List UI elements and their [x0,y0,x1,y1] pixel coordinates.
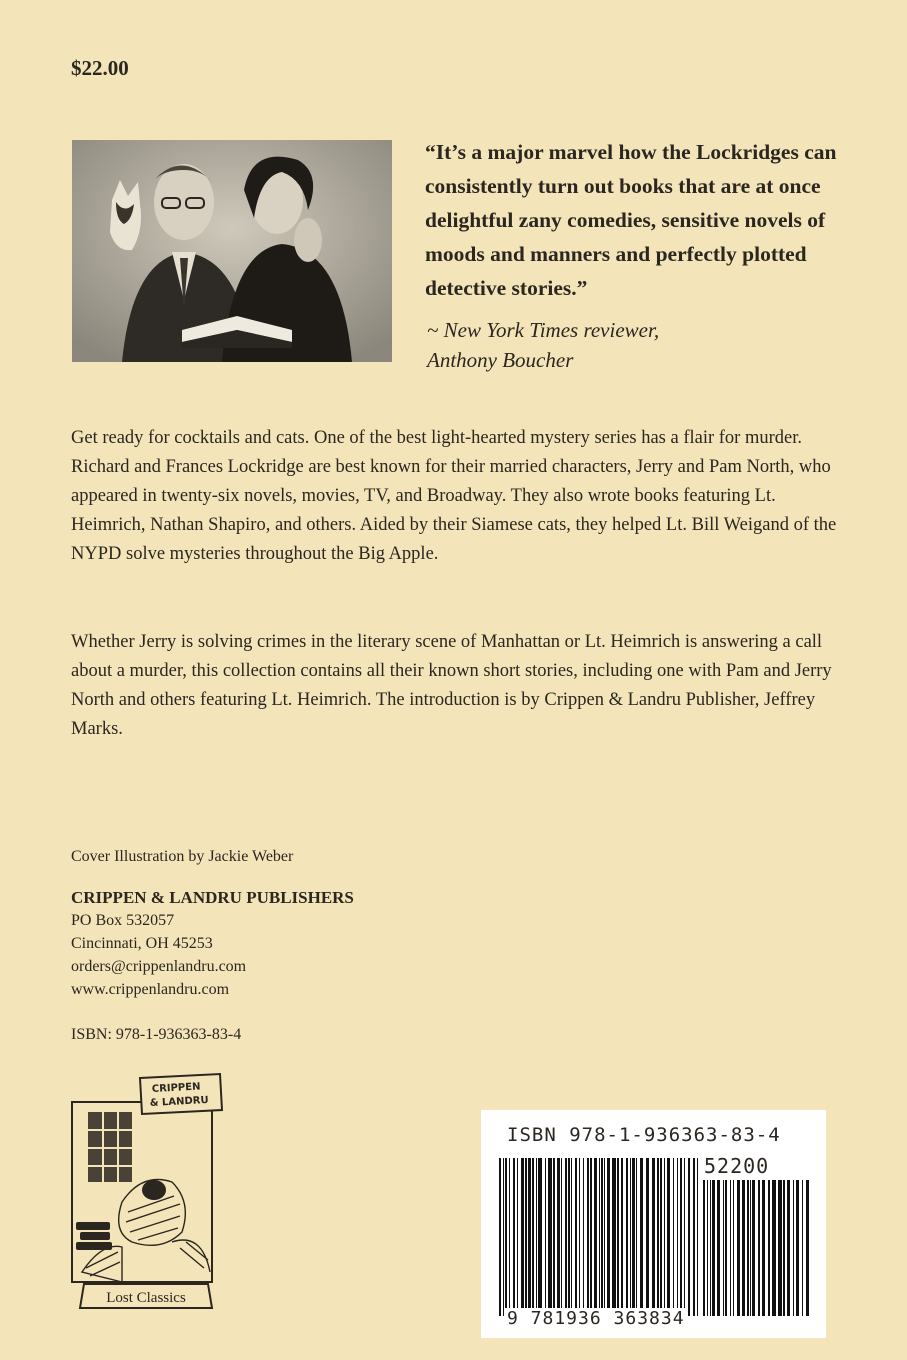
barcode-bar [806,1180,809,1316]
main-barcode-bars [499,1158,698,1316]
barcode-bar [796,1180,799,1316]
publisher-credits [71,845,354,1046]
barcode-bar [626,1158,628,1316]
barcode-bar [532,1158,534,1316]
barcode-bar [725,1180,727,1316]
lost-classics-logo [62,1072,227,1312]
barcode-bar [536,1158,537,1316]
barcode-isbn: ISBN 978-1-936363-83-4 [507,1124,781,1146]
author-photo-image [72,140,392,362]
quote-attribution [425,315,845,375]
barcode-bar [612,1158,616,1316]
barcode-bar [521,1158,524,1316]
barcode-bar [571,1158,572,1316]
barcode-bar [604,1158,605,1316]
barcode-bar [664,1158,665,1316]
barcode-bar [742,1180,745,1316]
barcode-bar [717,1180,720,1316]
barcode-bar [632,1158,635,1316]
barcode-bar [557,1158,560,1316]
barcode-bar [752,1180,755,1316]
description-paragraph-1: Get ready for cocktails and cats. One of the best light-hearted mystery series has a flair for murder. Richard and Frances Lockridge are best known for their married characters, Jerry and Pam North, who appeared in twenty-six novels, movies, TV, and Broadway. They also wrote books featuring Lt. Heimrich, Nathan Shapiro, and others. Aided by their Siamese cats, they helped Lt. Bill Weigand of the NYPD solve mysteries throughout the Big Apple. [71,428,837,564]
barcode-bar [778,1180,782,1316]
barcode-bar [680,1158,682,1316]
barcode-bar [657,1158,659,1316]
barcode-bar [758,1180,760,1316]
barcode-bar [772,1180,776,1316]
barcode-bar [750,1180,751,1316]
barcode-bar [599,1158,600,1316]
price: $22.00 [71,56,129,80]
publisher-name: CRIPPEN & LANDRU PUBLISHERS [71,888,354,907]
barcode-bar [621,1158,623,1316]
barcode-bar [703,1180,705,1316]
barcode-bar [636,1158,637,1316]
barcode-bar [499,1158,501,1316]
barcode-bar [517,1158,518,1316]
barcode-bar [505,1158,507,1316]
barcode-bar [730,1180,731,1316]
barcode-bar [660,1158,662,1316]
barcode-bar [568,1158,570,1316]
barcode-graphic [481,1110,826,1338]
publisher-email: orders@crippenlandru.com [71,958,247,975]
author-photo [72,140,392,362]
attribution-line-1: ~ New York Times reviewer, [427,318,660,342]
cover-illustration-credit: Cover Illustration by Jackie Weber [71,848,294,865]
barcode-bar [579,1158,580,1316]
barcode-bar [712,1180,715,1316]
description-paragraph-2: Whether Jerry is solving crimes in the literary scene of Manhattan or Lt. Heimrich is answering a call about a murder, this collection contains all their known short stories, including one with Pam and Jerry North and others featuring Lt. Heimrich. The introduction is by Crippen & Landru Publisher, Jeffrey Marks. [71,632,832,739]
barcode-bar [684,1158,685,1316]
barcode-bar [509,1158,510,1316]
logo-sign-text-2: & LANDRU [149,1094,209,1109]
barcode-bar [667,1158,670,1316]
barcode-bar [561,1158,562,1316]
barcode-bar [545,1158,546,1316]
barcode-bar [707,1180,708,1316]
barcode-bar [594,1158,597,1316]
barcode-bar [688,1158,690,1316]
barcode-bar [503,1158,504,1316]
barcode-bar [528,1158,531,1316]
barcode-bar [652,1158,655,1316]
barcode-bar [601,1158,603,1316]
barcode-bar [793,1180,794,1316]
isbn-text: ISBN: 978-1-936363-83-4 [71,1026,242,1043]
barcode-bar [733,1180,734,1316]
barcode-bar [640,1158,643,1316]
barcode-bar [697,1158,698,1316]
barcode-bar [723,1180,724,1316]
barcode-bar [710,1180,711,1316]
barcode-bar [768,1180,770,1316]
barcode-bar [587,1158,589,1316]
barcode-price-code: 52200 [704,1154,770,1178]
logo-sign-text-1: CRIPPEN [151,1081,201,1095]
review-quote [425,135,845,375]
barcode-number: 9 781936 363834 [507,1308,685,1329]
barcode-bar [693,1158,695,1316]
barcode-bar [553,1158,555,1316]
logo-illustration [62,1072,227,1312]
barcode-bar [538,1158,542,1316]
barcode-area [481,1110,826,1338]
barcode-bar [677,1158,678,1316]
barcode-bar [548,1158,552,1316]
barcode-bar [565,1158,567,1316]
barcode-bar [575,1158,577,1316]
barcode-bar [525,1158,527,1316]
barcode-bar [583,1158,584,1316]
attribution-line-2: Anthony Boucher [427,348,574,372]
publisher-address-1: PO Box 532057 [71,912,175,929]
barcode-bar [787,1180,790,1316]
barcode-bar [646,1158,649,1316]
barcode-bar [747,1180,749,1316]
barcode-bar [617,1158,619,1316]
barcode-bar [513,1158,515,1316]
barcode-bar [590,1158,592,1316]
barcode-bar [673,1158,674,1316]
addon-barcode-bars [703,1180,809,1316]
barcode-bar [607,1158,610,1316]
barcode-bar [737,1180,740,1316]
publisher-address-2: Cincinnati, OH 45253 [71,935,213,952]
barcode-bar [762,1180,765,1316]
barcode-bar [802,1180,803,1316]
quote-text: “It’s a major marvel how the Lockridges can consistently turn out books that are at once delightful zany comedies, sensitive novels of moods and manners and perfectly plotted detective stories.” [425,140,837,300]
publisher-website: www.crippenlandru.com [71,981,230,998]
barcode-bar [630,1158,631,1316]
logo-banner-text: Lost Classics [106,1290,186,1306]
barcode-bar [783,1180,785,1316]
